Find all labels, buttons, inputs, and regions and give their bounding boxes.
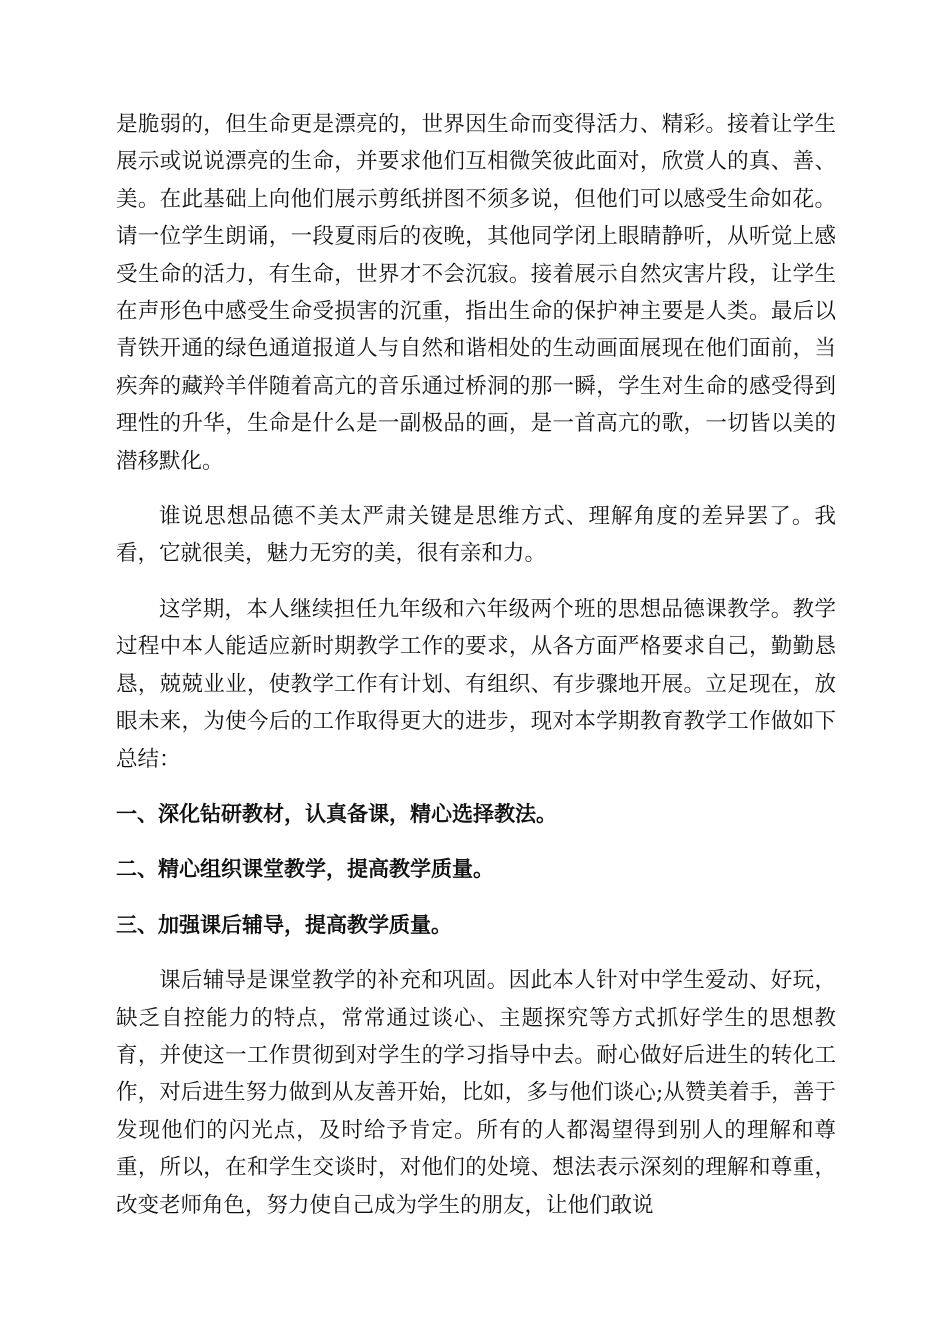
section-heading: 三、加强课后辅导，提高教学质量。	[116, 912, 452, 937]
body-paragraph: 是脆弱的，但生命更是漂亮的，世界因生命而变得活力、精彩。接着让学生展示或说说漂亮的生命，并要求他们互相微笑彼此面对，欣赏人的真、善、美。在此基础上向他们展示剪纸拼图不须多说，但他们可以感受生命如花。请一位学生朗诵，一段夏雨后的夜晚，其他同学闭上眼睛静听，从听觉上感受生命的活力，有生命，世界才不会沉寂。接着展示自然灾害片段，让学生在声形色中感受生命受损害的沉重，指出生命的保护神主要是人类。最后以青铁开通的绿色通道报道人与自然和谐相处的生动画面展现在他们面前，当疾奔的藏羚羊伴随着高亢的音乐通过桥洞的那一瞬，学生对生命的感受得到理性的升华，生命是什么是一副极品的画，是一首高亢的歌，一切皆以美的潜移默化。	[116, 112, 836, 474]
section-heading: 一、深化钻研教材，认真备课，精心选择教法。	[116, 801, 557, 826]
body-paragraph: 课后辅导是课堂教学的补充和巩固。因此本人针对中学生爱动、好玩，缺乏自控能力的特点，常常通过谈心、主题探究等方式抓好学生的思想教育，并使这一工作贯彻到对学生的学习指导中去。耐心做好后进生的转化工作，对后进生努力做到从友善开始，比如，多与他们谈心;从赞美着手，善于发现他们的闪光点，及时给予肯定。所有的人都渴望得到别人的理解和尊重，所以，在和学生交谈时，对他们的处境、想法表示深刻的理解和尊重，改变老师角色，努力使自己成为学生的朋友，让他们敢说	[116, 968, 836, 1218]
section-heading: 二、精心组织课堂教学，提高教学质量。	[116, 857, 494, 882]
body-paragraph: 谁说思想品德不美太严肃关键是思维方式、理解角度的差异罢了。我看，它就很美，魅力无穷的美，很有亲和力。	[116, 504, 836, 567]
body-paragraph: 这学期，本人继续担任九年级和六年级两个班的思想品德课教学。教学过程中本人能适应新时期教学工作的要求，从各方面严格要求自己，勤勤恳恳，兢兢业业，使教学工作有计划、有组织、有步骤地开展。立足现在，放眼未来，为使今后的工作取得更大的进步，现对本学期教育教学工作做如下总结：	[116, 596, 836, 772]
document-body	[116, 106, 836, 1242]
